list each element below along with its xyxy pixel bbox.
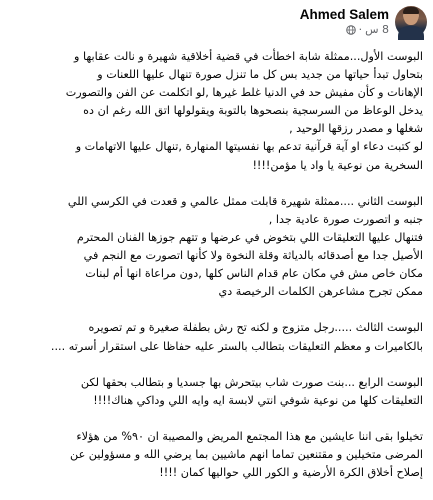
post-body <box>10 48 423 500</box>
post-paragraph <box>10 193 423 302</box>
post-text-line: مكان خاص مش في مكان عام قدام الناس كلها ,دون مراعاة انها أم لبنات <box>85 267 423 281</box>
post-text-line: يدخل الوعاظ من السرسجية بنصحوها بالتوبة ويقولولها اتق الله رغم ان ده <box>83 104 423 118</box>
post-paragraph <box>10 319 423 355</box>
post-text-line: تخيلوا بقى اننا عايشين مع هذا المجتمع المريض والمصيبة ان ٩٠% من هؤلاء <box>76 429 423 443</box>
post-text-line: بتحاول تبدأ حياتها من جديد بس كل ما تنزل صورة تنهال عليها اللعنات و <box>97 68 423 82</box>
post-text-line: الإهانات و كأن مفيش حد في الدنيا غلط غيرها ,لو اتكلمت عن الفن والتصورت <box>65 86 423 100</box>
globe-icon[interactable] <box>346 25 356 35</box>
post-text-line: الأصيل جدا مع أصدقائه بالدياثة وقلة النخوة ولا كأنها اتصورت مع النجم في <box>83 249 423 263</box>
author-name[interactable]: Ahmed Salem <box>299 6 389 22</box>
post-paragraph <box>10 374 423 410</box>
post-text-line: بالكاميرات و معظم التعليقات بتطالب بالستر عليه حفاظا على استقرار أسرته .... <box>50 339 423 353</box>
post-paragraph <box>10 48 423 175</box>
post-header <box>6 6 427 38</box>
post-text-line: البوست الثاني ....ممثلة شهيرة قابلت ممثل عالمي و قعدت في الكرسي اللي <box>67 194 423 208</box>
post-text-line: فتنهال عليها التعليقات اللي بتخوض في عرضها و تتهم جوزها الفنان المحترم <box>76 230 423 244</box>
post-time-text: 8 س <box>365 23 389 37</box>
post-text-line: البوست الرابع ...بنت صورت شاب بيتحرش بها جسديا و بتطالب بحقها لكن <box>80 375 423 389</box>
author-avatar[interactable] <box>395 6 427 38</box>
post-text-line: المرضى متخيلين و مقتنعين تماما انهم ماشيين بما يرضي الله و مسؤولين عن <box>70 448 423 462</box>
post-text-line: لو كتبت دعاء او آية قرآنية تدعم بها نفسيتها المنهارة ,تنهال عليها الاتهامات و <box>75 140 423 154</box>
post-text-line: السخرية من نوعية يا واد يا مؤمن!!!! <box>252 158 423 172</box>
post-text-line: البوست الأول...ممثلة شابة اخطأت في قضية أخلاقية شهيرة و نالت عقابها و <box>73 50 423 63</box>
post-text-line: البوست الثالث .....رجل متزوج و لكنه تح رش بطفلة صغيرة و تم تصويره <box>88 321 423 335</box>
post-paragraph <box>10 428 423 482</box>
post-text-line: جنبه و اتصورت صورة عادية جدا , <box>268 212 423 226</box>
time-separator: · <box>358 23 363 37</box>
post-text-line: التعليقات كلها من نوعية شوفي انتي لابسة ايه وايه اللي وداكي هناك!!!! <box>93 393 423 407</box>
post-meta <box>300 8 389 37</box>
post-text-line: إصلاح أخلاق الكرة الأرضية و الكور اللي حواليها كمان !!!! <box>159 466 423 480</box>
avatar-shirt <box>398 26 424 40</box>
post-text-line: ممكن تجرح مشاعرهن الكلمات الرخيصة دي <box>218 285 423 299</box>
avatar-hair <box>403 7 419 14</box>
post-timestamp[interactable] <box>346 24 389 36</box>
post-text-line: شغلها و مصدر رزقها الوحيد , <box>289 122 423 136</box>
